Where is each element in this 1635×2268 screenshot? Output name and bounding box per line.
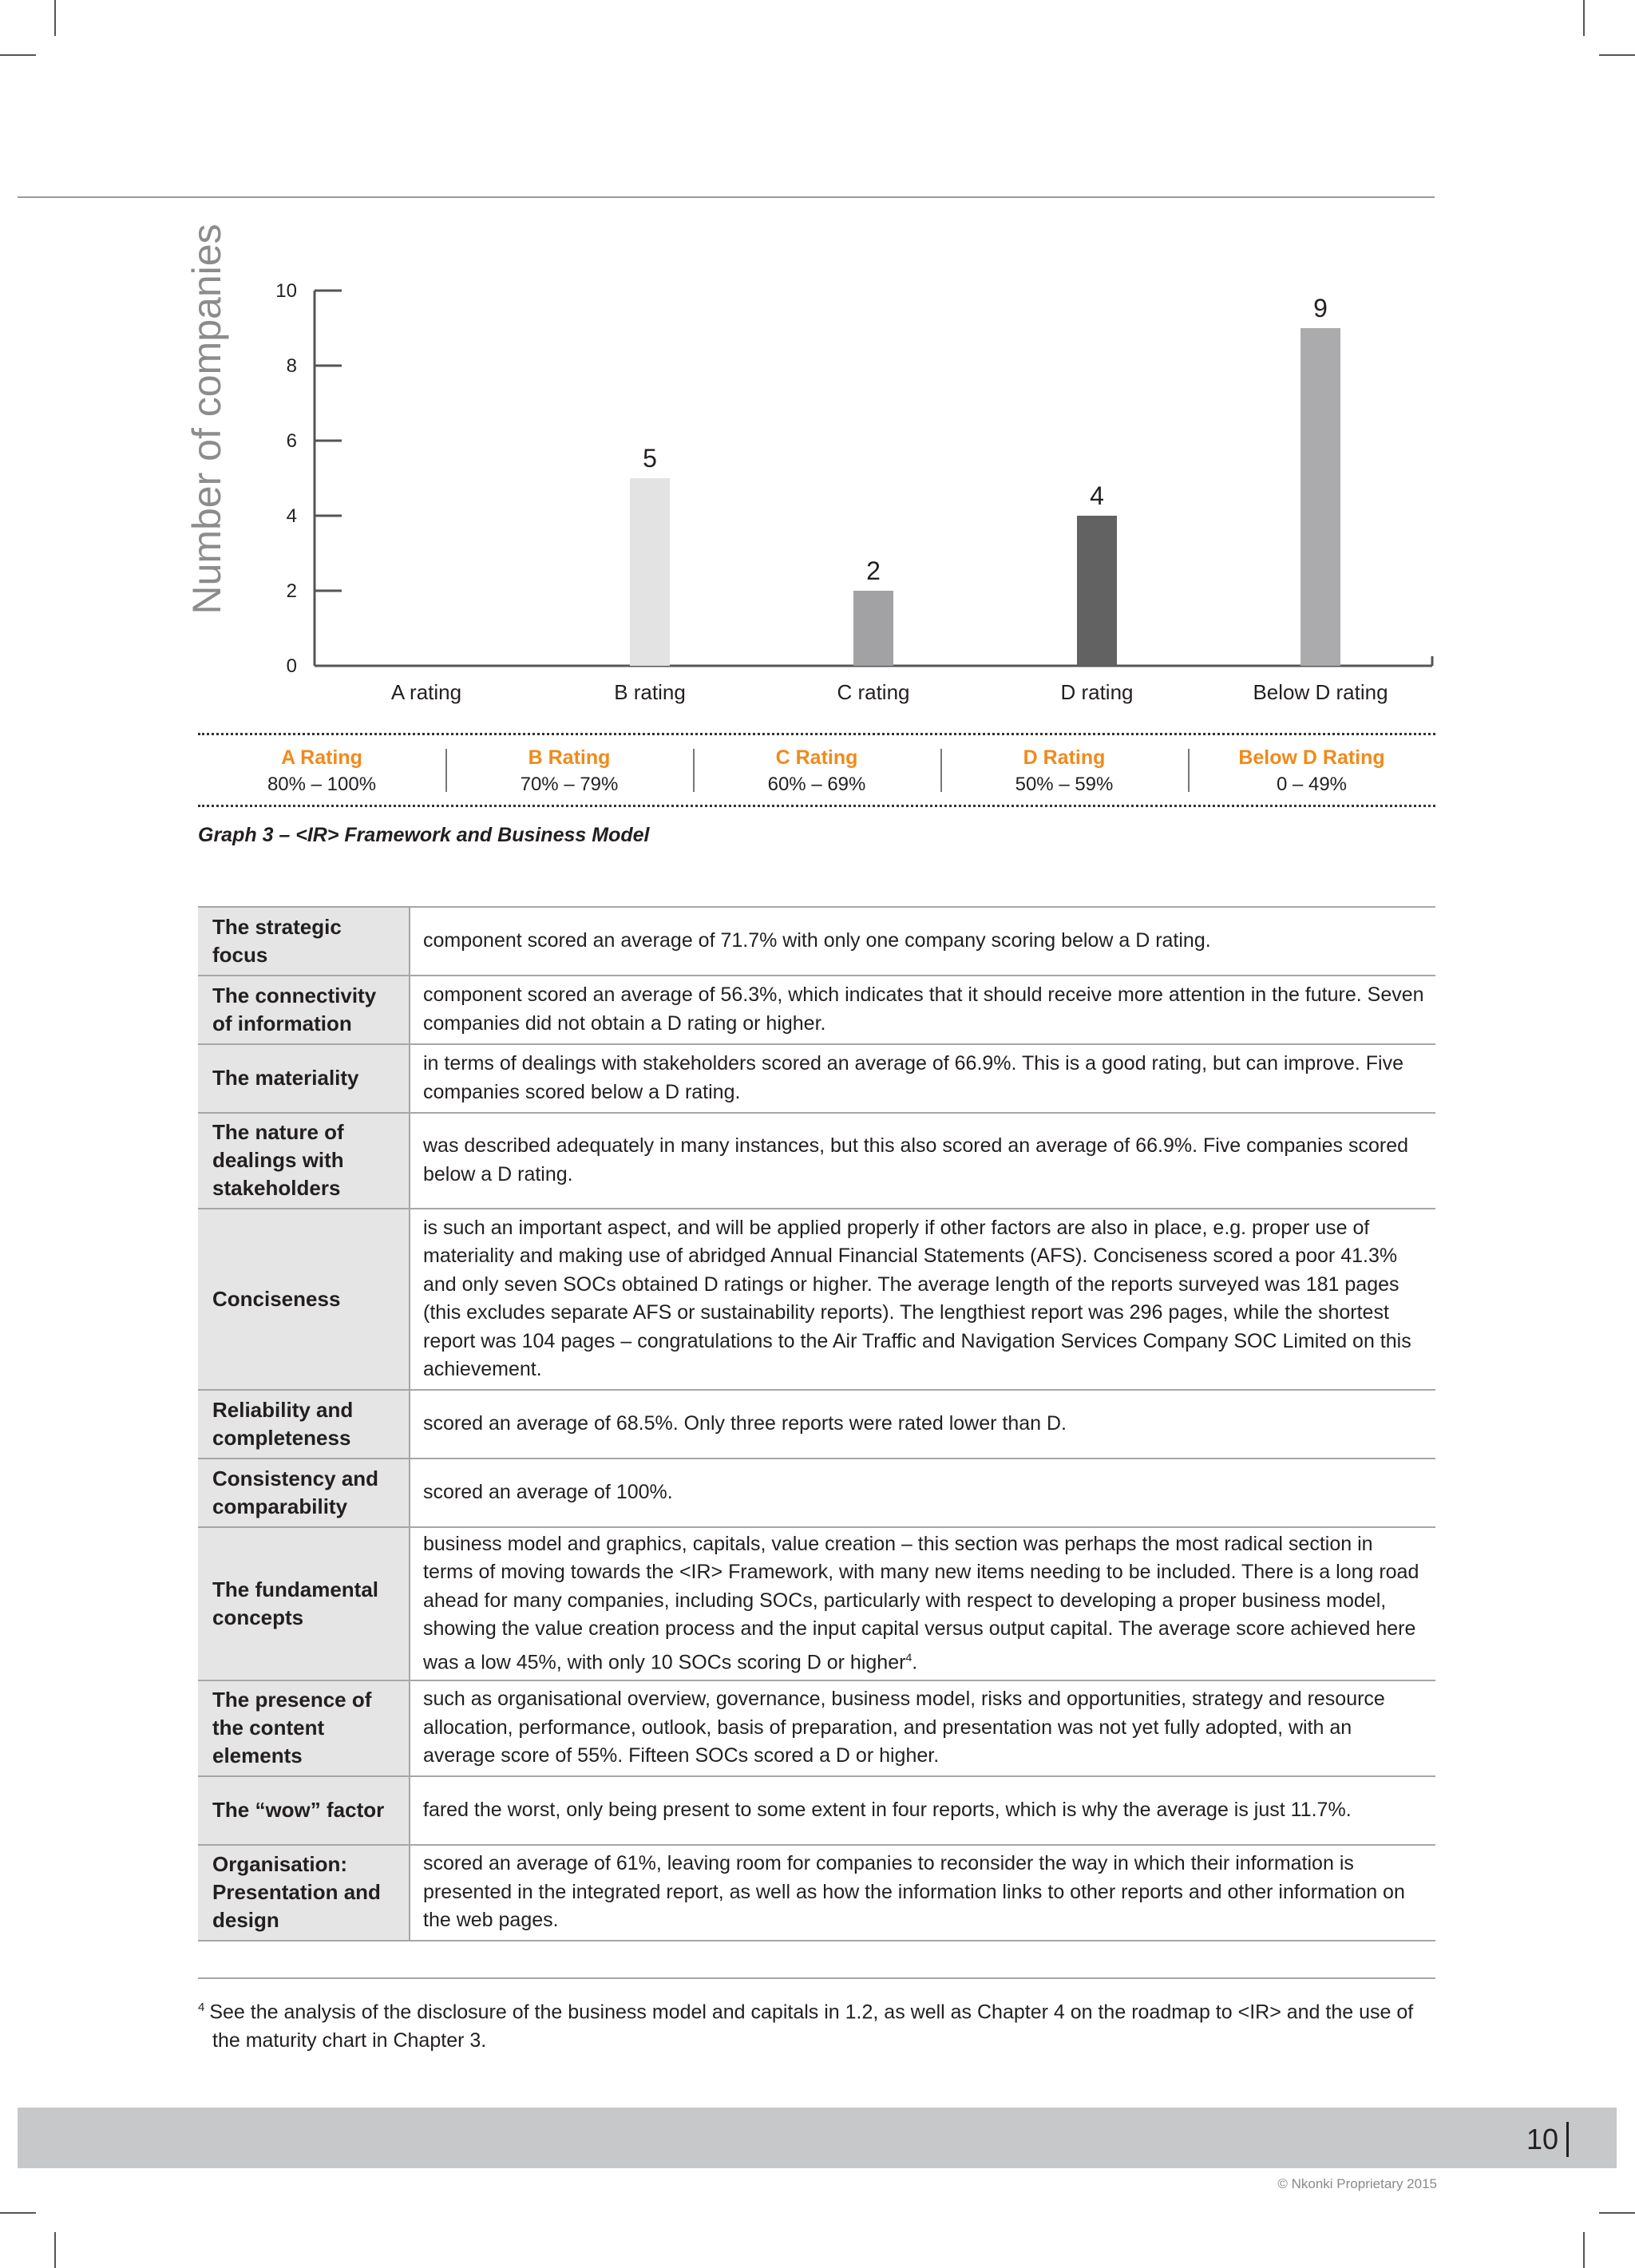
row-text: component scored an average of 56.3%, which indicates that it should receive more attention in the future. Seven companies did not obtain a D rating or higher. bbox=[423, 984, 1424, 1035]
row-label: The connectivity of information bbox=[198, 976, 410, 1043]
row-text: component scored an average of 71.7% with only one company scoring below a D rating. bbox=[423, 928, 1211, 952]
y-tick-label: 4 bbox=[286, 505, 297, 527]
legend-title: D Rating bbox=[1023, 746, 1106, 769]
legend-d-rating bbox=[940, 744, 1188, 800]
row-label: The presence of the content elements bbox=[198, 1681, 410, 1775]
row-text: scored an average of 68.5%. Only three reports were rated lower than D. bbox=[423, 1411, 1067, 1435]
table-row bbox=[198, 1777, 1435, 1846]
crop-mark bbox=[0, 54, 36, 56]
bar-value-label: 5 bbox=[643, 444, 657, 473]
row-text: scored an average of 100%. bbox=[423, 1480, 673, 1503]
row-label: The strategic focus bbox=[198, 908, 410, 975]
row-label: The materiality bbox=[198, 1045, 410, 1112]
crop-mark bbox=[1599, 54, 1635, 56]
table-row bbox=[198, 1391, 1435, 1459]
table-row bbox=[198, 1459, 1435, 1528]
table-row bbox=[198, 976, 1435, 1045]
table-row bbox=[198, 1209, 1435, 1391]
table-row bbox=[198, 1114, 1435, 1209]
row-label: Consistency and comparability bbox=[198, 1459, 410, 1526]
table-row bbox=[198, 1528, 1435, 1681]
legend-range: 50% – 59% bbox=[1015, 774, 1114, 795]
bar-value-label: 2 bbox=[866, 556, 881, 585]
row-text: scored an average of 61%, leaving room for companies to reconsider the way in which their information is presented in the integrated report, as well as how the information links to other reports and other information on the web pages. bbox=[423, 1852, 1405, 1932]
row-label: Reliability and completeness bbox=[198, 1391, 410, 1458]
assessment-table bbox=[198, 906, 1435, 1941]
bar bbox=[1300, 328, 1340, 666]
page-footer-band bbox=[18, 2108, 1617, 2168]
row-text-tail: . bbox=[912, 1650, 918, 1673]
top-rule bbox=[18, 196, 1435, 198]
table-row bbox=[198, 1045, 1435, 1114]
legend-range: 80% – 100% bbox=[267, 774, 377, 795]
legend-title: Below D Rating bbox=[1238, 746, 1385, 769]
y-tick-label: 0 bbox=[286, 655, 297, 677]
legend-range: 70% – 79% bbox=[520, 774, 619, 795]
crop-mark bbox=[54, 2232, 56, 2268]
legend-b-rating bbox=[445, 744, 693, 800]
bar-value-label: 4 bbox=[1090, 481, 1104, 510]
row-label: Organisation: Presentation and design bbox=[198, 1846, 410, 1940]
bar bbox=[1077, 516, 1117, 666]
row-label: The nature of dealings with stakeholders bbox=[198, 1114, 410, 1208]
graph-caption: Graph 3 – <IR> Framework and Business Model bbox=[198, 824, 650, 846]
footnote-mark: 4 bbox=[198, 2001, 205, 2014]
row-text: was described adequately in many instances, but this also scored an average of 66.9%. Five companies scored below a D rating. bbox=[423, 1134, 1409, 1185]
footnote bbox=[198, 1993, 1435, 2055]
dotted-divider bbox=[198, 805, 1435, 807]
row-text bbox=[410, 1528, 1435, 1680]
row-text: fared the worst, only being present to some extent in four reports, which is why the average is just 11.7%. bbox=[423, 1798, 1352, 1821]
crop-mark bbox=[0, 2212, 36, 2214]
x-tick-label: D rating bbox=[1060, 680, 1134, 704]
footnote-line: See the analysis of the disclosure of the business model and capitals in 1.2, as well as Chapter 4 on the roadmap to <IR> and the use of bbox=[209, 2001, 1414, 2024]
crop-mark bbox=[54, 0, 56, 36]
page-number-wrap bbox=[1526, 2122, 1569, 2157]
y-tick-label: 8 bbox=[286, 355, 297, 377]
legend-c-rating bbox=[693, 744, 940, 800]
legend-title: B Rating bbox=[528, 746, 611, 769]
row-text: is such an important aspect, and will be applied properly if other factors are also in place, e.g. proper use of materiality and making use of abridged Annual Financial Statements (AFS). Conciseness scored a poor 41.3% and only seven SOCs obtained D ratings or higher. The average length of the reports surveyed was 181 pages (this excludes separate AFS or sustainability reports). The lengthiest report was 296 pages, while the shortest report was 104 pages – congratulations to the Air Traffic and Navigation Services Company SOC Limited on this achievement. bbox=[423, 1216, 1411, 1380]
table-row bbox=[198, 1681, 1435, 1777]
crop-mark bbox=[1583, 2232, 1585, 2268]
legend-title: C Rating bbox=[775, 746, 858, 769]
legend-range: 0 – 49% bbox=[1276, 774, 1348, 795]
page-number-bar bbox=[1566, 2122, 1569, 2157]
copyright: © Nkonki Proprietary 2015 bbox=[1277, 2176, 1437, 2191]
y-tick-label: 2 bbox=[286, 580, 297, 602]
bar-value-label: 9 bbox=[1313, 294, 1328, 323]
bar-chart bbox=[184, 224, 1453, 704]
table-row bbox=[198, 1846, 1435, 1941]
footnote-line: the maturity chart in Chapter 3. bbox=[212, 2029, 487, 2052]
row-text-body: business model and graphics, capitals, value creation – this section was perhaps the most radical section in terms of moving towards the <IR> Framework, with many new items needing to be included. There is a long road ahead for many companies, including SOCs, particularly with respect to developing a proper business model, showing the value creation process and the input capital versus output capital. The average score achieved here was a low 45%, with only 10 SOCs scoring D or higher bbox=[423, 1532, 1419, 1673]
x-tick-label: C rating bbox=[837, 680, 910, 704]
bar bbox=[630, 478, 670, 666]
x-tick-label: B rating bbox=[614, 680, 686, 704]
table-row bbox=[198, 908, 1435, 976]
dotted-divider bbox=[198, 733, 1435, 735]
row-label: The “wow” factor bbox=[198, 1777, 410, 1844]
row-text: such as organisational overview, governance, business model, risks and opportunities, strategy and resource allocation, performance, outlook, basis of preparation, and presentation was not yet fully adopted, with an average score of 55%. Fifteen SOCs scored a D or higher. bbox=[423, 1688, 1385, 1767]
legend-title: A Rating bbox=[281, 746, 362, 769]
x-tick-label: Below D rating bbox=[1253, 680, 1388, 704]
bar bbox=[853, 591, 893, 666]
y-tick-label: 10 bbox=[275, 280, 297, 302]
x-tick-label: A rating bbox=[390, 680, 462, 704]
row-label: The fundamental concepts bbox=[198, 1528, 410, 1680]
row-label: Conciseness bbox=[198, 1209, 410, 1389]
footnote-rule bbox=[198, 1977, 1435, 1979]
crop-mark bbox=[1583, 0, 1585, 36]
legend-below-d-rating bbox=[1188, 744, 1435, 800]
legend-range: 60% – 69% bbox=[767, 774, 866, 795]
crop-mark bbox=[1599, 2212, 1635, 2214]
rating-legend bbox=[198, 733, 1435, 806]
page-number: 10 bbox=[1526, 2123, 1558, 2155]
row-text: in terms of dealings with stakeholders scored an average of 66.9%. This is a good rating, but can improve. Five companies scored below a D rating. bbox=[423, 1052, 1403, 1103]
footnote-reference: 4 bbox=[905, 1650, 913, 1664]
y-axis-label: Number of companies bbox=[184, 224, 229, 615]
y-tick-label: 6 bbox=[286, 430, 297, 452]
legend-a-rating bbox=[198, 744, 445, 800]
